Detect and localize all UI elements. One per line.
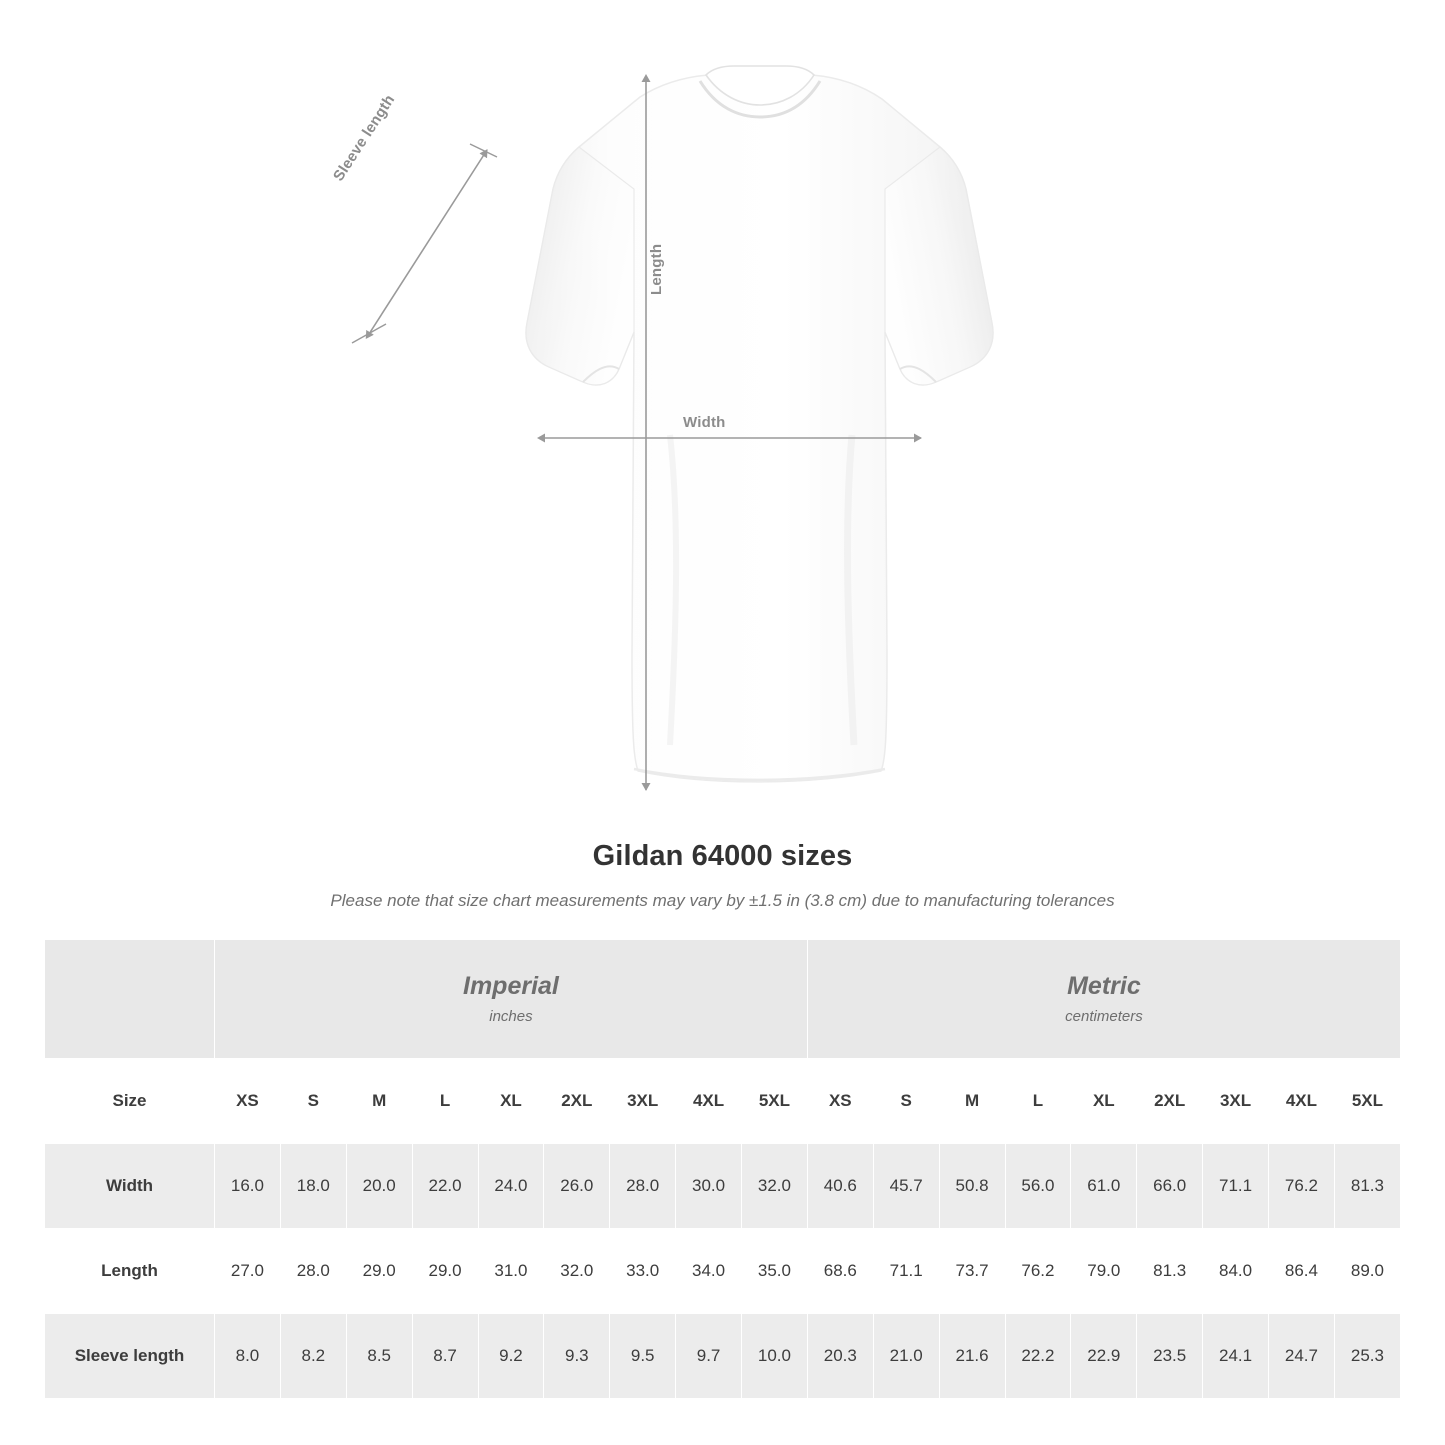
table-row bbox=[45, 1144, 1401, 1229]
unit-header-spacer bbox=[45, 940, 215, 1059]
cell-sleeve: 21.6 bbox=[939, 1314, 1005, 1399]
size-cell: L bbox=[1005, 1059, 1071, 1144]
cell-sleeve: 9.2 bbox=[478, 1314, 544, 1399]
cell-width: 26.0 bbox=[544, 1144, 610, 1229]
cell-sleeve: 21.0 bbox=[873, 1314, 939, 1399]
cell-length: 29.0 bbox=[412, 1229, 478, 1314]
table-row bbox=[45, 1314, 1401, 1399]
row-label-width: Width bbox=[45, 1144, 215, 1229]
cell-width: 20.0 bbox=[346, 1144, 412, 1229]
size-cell: 5XL bbox=[1334, 1059, 1400, 1144]
size-cell: XS bbox=[215, 1059, 281, 1144]
cell-width: 16.0 bbox=[215, 1144, 281, 1229]
size-cell: 2XL bbox=[1137, 1059, 1203, 1144]
cell-sleeve: 8.5 bbox=[346, 1314, 412, 1399]
title-block bbox=[0, 840, 1445, 911]
width-label: Width bbox=[683, 414, 726, 431]
page-title: Gildan 64000 sizes bbox=[592, 840, 853, 872]
cell-length: 81.3 bbox=[1137, 1229, 1203, 1314]
cell-width: 50.8 bbox=[939, 1144, 1005, 1229]
cell-length: 33.0 bbox=[610, 1229, 676, 1314]
cell-width: 61.0 bbox=[1071, 1144, 1137, 1229]
length-label: Length bbox=[648, 243, 665, 295]
cell-width: 18.0 bbox=[280, 1144, 346, 1229]
cell-sleeve: 9.7 bbox=[676, 1314, 742, 1399]
unit-name-imperial: Imperial bbox=[463, 972, 559, 1001]
cell-sleeve: 8.0 bbox=[215, 1314, 281, 1399]
cell-sleeve: 22.2 bbox=[1005, 1314, 1071, 1399]
cell-length: 71.1 bbox=[873, 1229, 939, 1314]
cell-sleeve: 25.3 bbox=[1334, 1314, 1400, 1399]
cell-sleeve: 8.7 bbox=[412, 1314, 478, 1399]
cell-length: 79.0 bbox=[1071, 1229, 1137, 1314]
size-cell: S bbox=[280, 1059, 346, 1144]
cell-sleeve: 10.0 bbox=[742, 1314, 808, 1399]
size-cell: 3XL bbox=[610, 1059, 676, 1144]
cell-length: 73.7 bbox=[939, 1229, 1005, 1314]
cell-length: 86.4 bbox=[1269, 1229, 1335, 1314]
cell-length: 28.0 bbox=[280, 1229, 346, 1314]
size-table bbox=[44, 939, 1401, 1399]
cell-width: 81.3 bbox=[1334, 1144, 1400, 1229]
size-table-wrap bbox=[0, 939, 1445, 1399]
cell-length: 34.0 bbox=[676, 1229, 742, 1314]
cell-width: 71.1 bbox=[1203, 1144, 1269, 1229]
cell-length: 35.0 bbox=[742, 1229, 808, 1314]
size-cell: XS bbox=[807, 1059, 873, 1144]
unit-header-metric bbox=[807, 940, 1400, 1059]
sleeve-length-label: Sleeve length bbox=[330, 91, 399, 185]
table-unit-header-row bbox=[45, 940, 1401, 1059]
cell-sleeve: 8.2 bbox=[280, 1314, 346, 1399]
cell-length: 76.2 bbox=[1005, 1229, 1071, 1314]
cell-width: 56.0 bbox=[1005, 1144, 1071, 1229]
tolerance-note: Please note that size chart measurements may vary by ±1.5 in (3.8 cm) due to manufacturing tolerances bbox=[330, 891, 1115, 910]
cell-width: 24.0 bbox=[478, 1144, 544, 1229]
cell-width: 30.0 bbox=[676, 1144, 742, 1229]
cell-sleeve: 24.7 bbox=[1269, 1314, 1335, 1399]
cell-sleeve: 22.9 bbox=[1071, 1314, 1137, 1399]
cell-width: 45.7 bbox=[873, 1144, 939, 1229]
cell-width: 22.0 bbox=[412, 1144, 478, 1229]
cell-sleeve: 23.5 bbox=[1137, 1314, 1203, 1399]
size-cell: 2XL bbox=[544, 1059, 610, 1144]
cell-length: 29.0 bbox=[346, 1229, 412, 1314]
size-cell: S bbox=[873, 1059, 939, 1144]
size-cell: M bbox=[346, 1059, 412, 1144]
table-size-row bbox=[45, 1059, 1401, 1144]
cell-width: 66.0 bbox=[1137, 1144, 1203, 1229]
size-cell: 4XL bbox=[676, 1059, 742, 1144]
cell-width: 32.0 bbox=[742, 1144, 808, 1229]
row-label-length: Length bbox=[45, 1229, 215, 1314]
size-row-label: Size bbox=[45, 1059, 215, 1144]
size-cell: 4XL bbox=[1269, 1059, 1335, 1144]
cell-sleeve: 9.5 bbox=[610, 1314, 676, 1399]
cell-sleeve: 24.1 bbox=[1203, 1314, 1269, 1399]
unit-name-metric: Metric bbox=[1067, 972, 1141, 1001]
size-cell: 5XL bbox=[742, 1059, 808, 1144]
cell-sleeve: 9.3 bbox=[544, 1314, 610, 1399]
cell-width: 76.2 bbox=[1269, 1144, 1335, 1229]
cell-length: 68.6 bbox=[807, 1229, 873, 1314]
size-cell: XL bbox=[478, 1059, 544, 1144]
cell-length: 27.0 bbox=[215, 1229, 281, 1314]
size-cell: L bbox=[412, 1059, 478, 1144]
table-row bbox=[45, 1229, 1401, 1314]
size-cell: XL bbox=[1071, 1059, 1137, 1144]
cell-length: 31.0 bbox=[478, 1229, 544, 1314]
size-cell: 3XL bbox=[1203, 1059, 1269, 1144]
cell-length: 32.0 bbox=[544, 1229, 610, 1314]
unit-sub-metric: centimeters bbox=[1065, 1007, 1143, 1025]
row-label-sleeve-length: Sleeve length bbox=[45, 1314, 215, 1399]
cell-length: 89.0 bbox=[1334, 1229, 1400, 1314]
cell-width: 40.6 bbox=[807, 1144, 873, 1229]
size-cell: M bbox=[939, 1059, 1005, 1144]
cell-width: 28.0 bbox=[610, 1144, 676, 1229]
unit-sub-imperial: inches bbox=[489, 1007, 533, 1025]
unit-header-imperial bbox=[215, 940, 808, 1059]
cell-sleeve: 20.3 bbox=[807, 1314, 873, 1399]
cell-length: 84.0 bbox=[1203, 1229, 1269, 1314]
